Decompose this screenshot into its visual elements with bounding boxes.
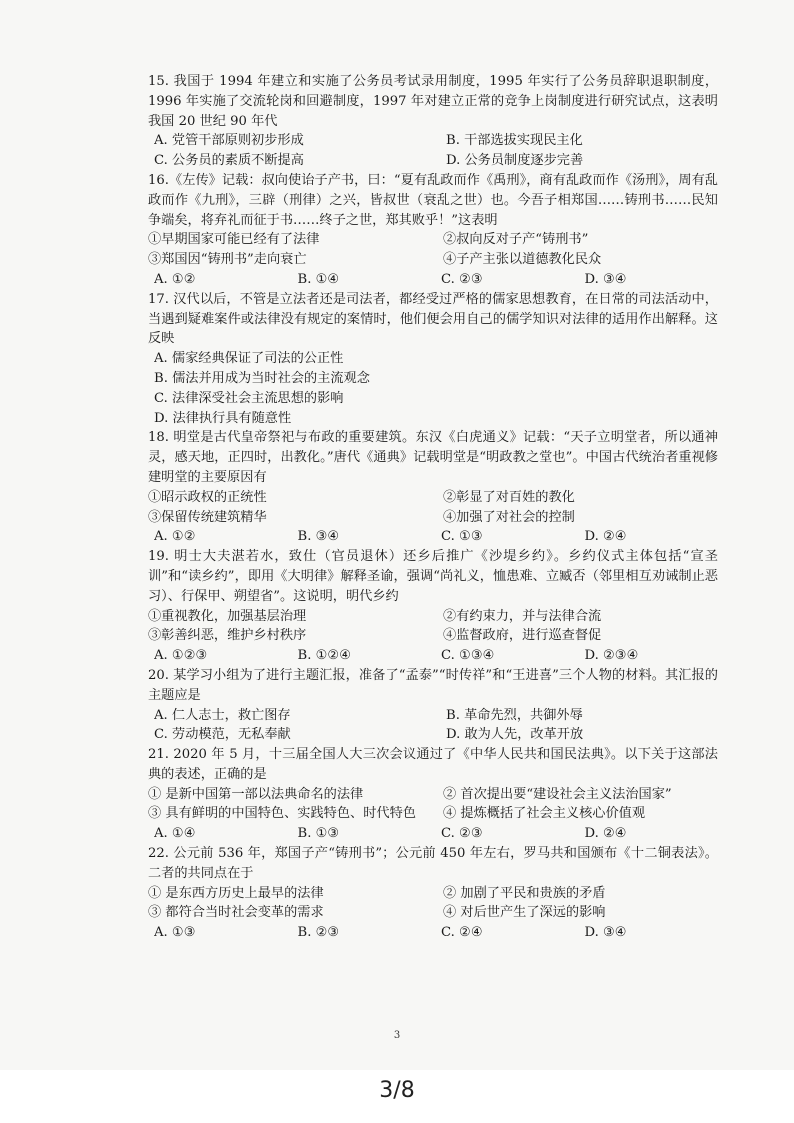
statement-grid: [148, 230, 718, 270]
question-stem: 15. 我国于 1994 年建立和实施了公务员考试录用制度，1995 年实行了公务员辞职退职制度，1996 年实施了交流轮岗和回避制度，1997 年对建立正常的竞争上岗制度进行研究试点，这表明我国 20 世纪 90 年代: [148, 74, 718, 129]
question-stem: 21. 2020 年 5 月，十三届全国人大三次会议通过了《中华人民共和国民法典》。以下关于这部法典的表述，正确的是: [148, 747, 718, 782]
answer-d: D. ②③④: [584, 648, 639, 664]
question-17: [148, 290, 718, 429]
option-a: A. 党管干部原则初步形成: [154, 133, 304, 149]
statement-3: ③ 具有鲜明的中国特色、实践特色、时代特色: [148, 806, 416, 822]
statement-4: ④ 提炼概括了社会主义核心价值观: [443, 806, 646, 822]
answer-d: D. ②④: [584, 826, 627, 842]
statement-2: ②叔向反对子产“铸刑书”: [443, 232, 589, 248]
page-counter: 3/8: [379, 1078, 415, 1103]
page-number: 3: [393, 1030, 401, 1041]
option-b: B. 革命先烈，共御外辱: [446, 707, 583, 723]
answer-a: A. ①②③: [154, 648, 208, 664]
option-d: D. 敢为人先，改革开放: [446, 727, 584, 743]
option-c: C. 公务员的素质不断提高: [154, 153, 304, 169]
option-a: A. 仁人志士，救亡图存: [154, 707, 291, 723]
answer-c: C. ①③④: [441, 648, 495, 664]
answer-c: C. ②④: [441, 925, 483, 941]
answer-row: [148, 646, 718, 666]
answer-c: C. ②③: [441, 271, 483, 287]
statement-2: ② 加剧了平民和贵族的矛盾: [443, 885, 606, 901]
statement-4: ④加强了对社会的控制: [443, 509, 575, 525]
answer-row: [148, 527, 718, 547]
statement-3: ③ 都符合当时社会变革的需求: [148, 905, 324, 921]
option-d: D. 法律执行具有随意性: [154, 410, 292, 426]
option-b: B. 干部选拔实现民主化: [446, 133, 583, 149]
answer-b: B. ①④: [297, 271, 340, 287]
question-stem: 16.《左传》记载：叔向使诒子产书，曰：“夏有乱政而作《禹刑》，商有乱政而作《汤刑》，周有乱政而作《九刑》，三辟（刑律）之兴，皆叔世（衰乱之世）也。今吾子相郑国……铸刑书……民知争端矣，将弃礼而征于书……终子之世，郑其败乎！”这表明: [148, 172, 718, 228]
option-grid: [148, 706, 718, 746]
statement-1: ① 是新中国第一部以法典命名的法律: [148, 786, 364, 802]
answer-b: B. ①②④: [297, 648, 352, 664]
statement-3: ③郑国因“铸刑书”走向衰亡: [148, 252, 307, 268]
statement-1: ① 是东西方历史上最早的法律: [148, 885, 324, 901]
statement-3: ③保留传统建筑精华: [148, 509, 267, 525]
question-stem: 18. 明堂是古代皇帝祭祀与布政的重要建筑。东汉《白虎通义》记载：“天子立明堂者，所以通神灵，感天地，正四时，出教化。”唐代《通典》记载明堂是“明政教之堂也”。中国古代统治者重视修建明堂的主要原因有: [148, 430, 718, 485]
answer-b: B. ③④: [297, 529, 340, 545]
answer-d: D. ③④: [584, 925, 627, 941]
statement-2: ②有约束力，并与法律合流: [443, 608, 602, 624]
question-21: [148, 745, 718, 844]
option-a: A. 儒家经典保证了司法的公正性: [154, 351, 344, 367]
answer-b: B. ①③: [297, 826, 340, 842]
answer-a: A. ①③: [154, 925, 196, 941]
answer-c: C. ①③: [441, 529, 483, 545]
statement-1: ①昭示政权的正统性: [148, 489, 267, 505]
answer-row: [148, 270, 718, 290]
statement-4: ④监督政府，进行巡查督促: [443, 628, 602, 644]
option-b: B. 儒法并用成为当时社会的主流观念: [154, 370, 370, 386]
question-20: [148, 666, 718, 745]
statement-4: ④子产主张以道德教化民众: [443, 252, 602, 268]
answer-c: C. ②③: [441, 826, 483, 842]
statement-grid: [148, 607, 718, 647]
statement-4: ④ 对后世产生了深远的影响: [443, 905, 606, 921]
option-c: C. 劳动模范，无私奉献: [154, 727, 291, 743]
question-16: [148, 171, 718, 290]
question-18: [148, 428, 718, 547]
statement-1: ①早期国家可能已经有了法律: [148, 232, 320, 248]
option-c: C. 法律深受社会主流思想的影响: [154, 390, 344, 406]
statement-3: ③彰善纠恶，维护乡村秩序: [148, 628, 307, 644]
statement-1: ①重视教化，加强基层治理: [148, 608, 307, 624]
answer-d: D. ②④: [584, 529, 627, 545]
answer-row: [148, 923, 718, 943]
answer-row: [148, 824, 718, 844]
option-grid: [148, 131, 718, 171]
statement-2: ②彰显了对百姓的教化: [443, 489, 575, 505]
question-22: [148, 844, 718, 943]
statement-grid: [148, 785, 718, 825]
answer-a: A. ①④: [154, 826, 196, 842]
answer-b: B. ②③: [297, 925, 340, 941]
answer-a: A. ①②: [154, 529, 196, 545]
question-list: [148, 72, 718, 943]
question-19: [148, 547, 718, 666]
option-list: [148, 349, 718, 428]
statement-grid: [148, 884, 718, 924]
question-stem: 19. 明士大夫湛若水，致仕（官员退休）还乡后推广《沙堤乡约》。乡约仪式主体包括“宣圣训”和“读乡约”，即用《大明律》解释圣谕，强调“尚礼义，恤患难、立臧否（邻里相互劝诫制止恶习）、行保甲、朔望省”。这说明，明代乡约: [148, 549, 718, 604]
answer-a: A. ①②: [154, 271, 196, 287]
option-d: D. 公务员制度逐步完善: [446, 153, 584, 169]
question-stem: 20. 某学习小组为了进行主题汇报，准备了“孟泰”“时传祥”和“王进喜”三个人物的材料。其汇报的主题应是: [148, 667, 718, 703]
question-stem: 17. 汉代以后，不管是立法者还是司法者，都经受过严格的儒家思想教育，在日常的司法活动中，当遇到疑难案件或法律没有规定的案情时，他们便会用自己的儒学知识对法律的适用作出解释。这反映: [148, 291, 718, 347]
statement-grid: [148, 488, 718, 528]
statement-2: ② 首次提出要“建设社会主义法治国家”: [443, 786, 672, 802]
question-15: [148, 72, 718, 171]
question-stem: 22. 公元前 536 年，郑国子产“铸刑书”；公元前 450 年左右，罗马共和国颁布《十二铜表法》。二者的共同点在于: [148, 846, 718, 881]
answer-d: D. ③④: [584, 271, 627, 287]
